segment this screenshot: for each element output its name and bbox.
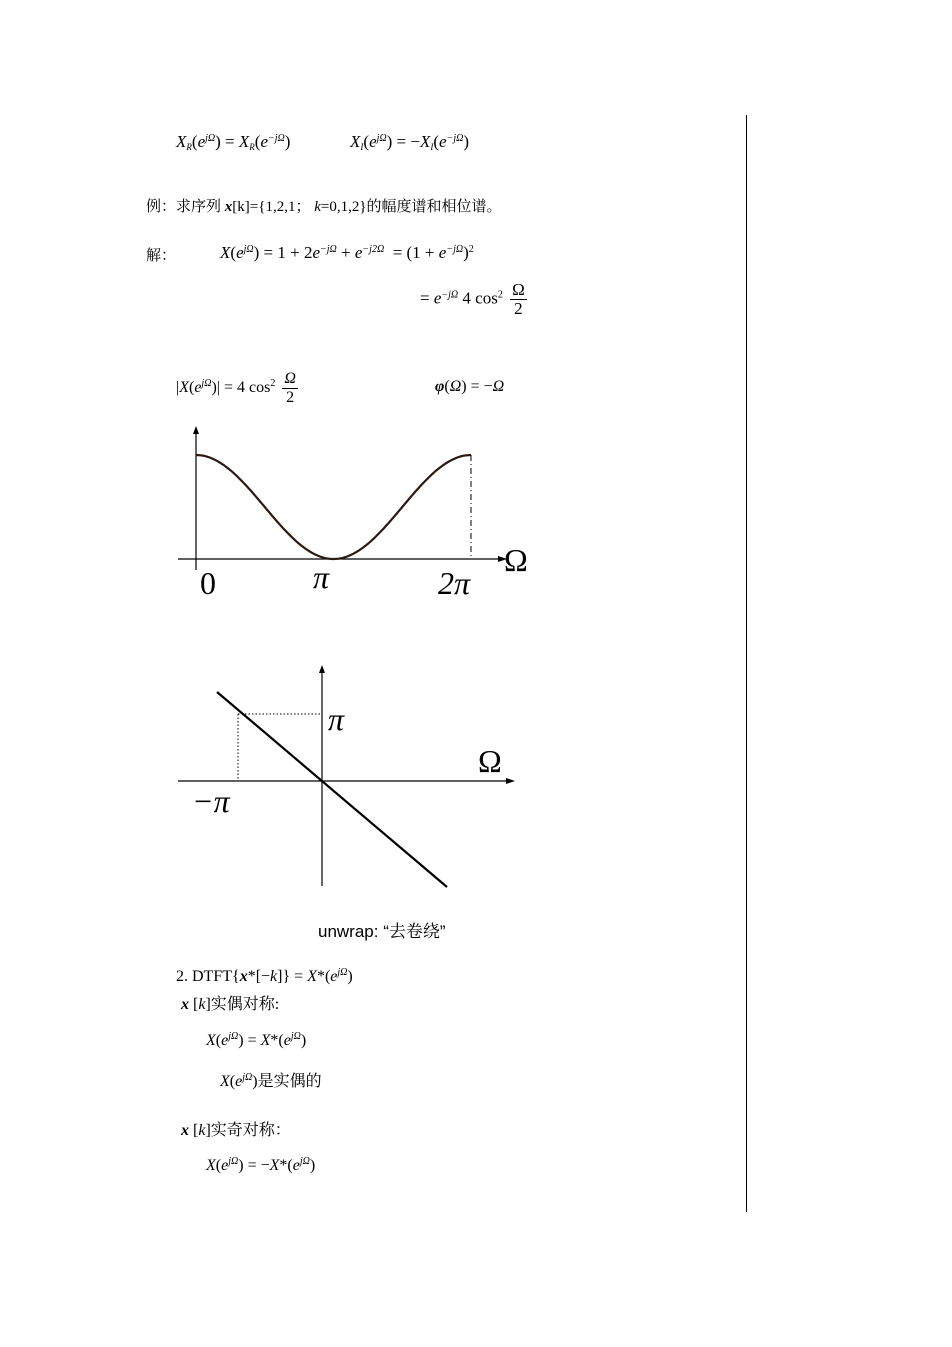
solution-line-2: = $e^{-j\Omega}$ 4 $\cos^2$ $\frac{\Omega}{2}$ xyxy=(420,280,525,318)
phase-omega-axis-label: Ω xyxy=(478,743,502,779)
solution-line-1: $X(e^{j\Omega}) = 1 + 2e^{-j\Omega} + e^{-j2\Omega} = (1 + e^{-j\Omega})^2$ xyxy=(220,243,474,262)
magnitude-curve xyxy=(196,455,471,559)
omega-axis-label: Ω xyxy=(504,542,528,578)
magnitude-axes xyxy=(178,426,507,570)
magnitude-spectrum: $|X(e^{j\Omega})| = 4$ $\cos^2$ $\frac{\Omega}{2}$ xyxy=(176,370,296,406)
phase-axes xyxy=(178,665,515,886)
tick-label-zero: 0 xyxy=(200,565,216,601)
phase-plot xyxy=(0,620,952,910)
phase-spectrum: φ(Ω) = −Ω xyxy=(435,378,505,395)
odd-symmetry-formula: $X(e^{j\Omega}) = -X*(e^{j\Omega})$ xyxy=(206,1156,316,1174)
even-symmetry-condition: x [k]实偶对称: xyxy=(181,996,280,1013)
property-2-formula: 2. DTFT{x*[−k]} = $X*(e^{j\Omega})$ xyxy=(176,967,353,985)
phase-x-tick-minus-pi: −π xyxy=(192,783,230,819)
unwrap-caption: unwrap: “去卷绕” xyxy=(318,922,446,941)
phase-y-tick-pi: π xyxy=(328,701,345,737)
odd-symmetry-condition: x [k]实奇对称： xyxy=(181,1122,291,1139)
tick-label-pi: π xyxy=(313,559,330,595)
magnitude-plot xyxy=(0,0,952,620)
imag-part-symmetry: $X_I(e^{j\Omega}) = -X_I(e^{-j\Omega})$ xyxy=(350,132,470,152)
solution-label: 解： xyxy=(146,248,177,264)
tick-label-2pi: 2π xyxy=(438,565,471,601)
even-symmetry-conclusion: $X(e^{j\Omega})$是实偶的 xyxy=(220,1072,322,1090)
example-label: 例： xyxy=(146,199,177,215)
real-part-symmetry: $X_R(e^{j\Omega}) = X_R(e^{-j\Omega})$ xyxy=(176,132,291,152)
example-statement: 例：求序列 x[k]={1,2,1； k=0,1,2}的幅度谱和相位谱。 xyxy=(146,199,502,215)
even-symmetry-formula: $X(e^{j\Omega}) = X*(e^{j\Omega})$ xyxy=(206,1031,307,1049)
